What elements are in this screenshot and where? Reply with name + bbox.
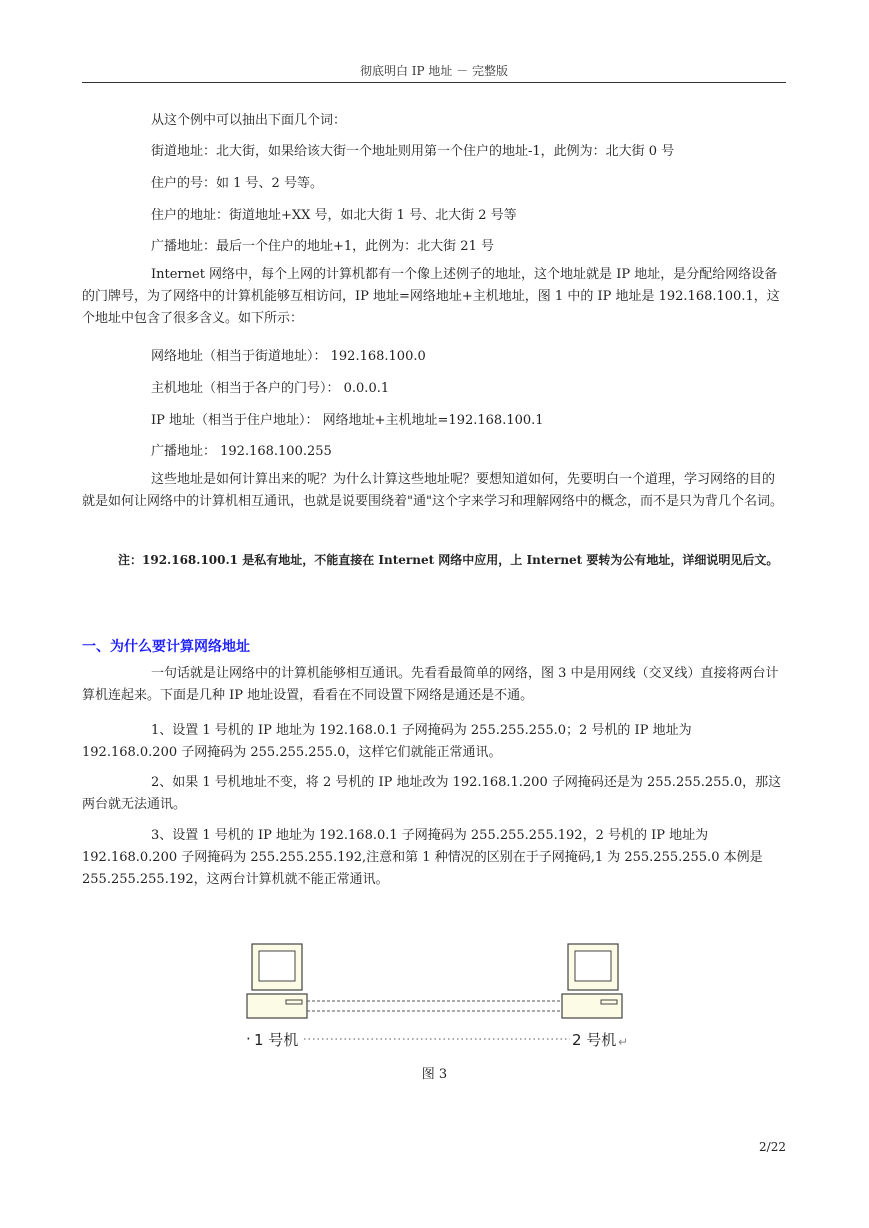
return-mark-icon: ↵ [618, 1035, 629, 1049]
network-diagram [246, 940, 636, 1060]
pc1-label: 1 号机 [254, 1031, 299, 1049]
text-line: 住户的地址：街道地址+XX 号，如北大街 1 号、北大街 2 号等 [151, 208, 517, 223]
computer-2-icon [562, 944, 622, 1018]
svg-text:·: · [246, 1030, 251, 1048]
pc2-label: 2 号机 [572, 1031, 617, 1049]
paragraph-2: 1、设置 1 号机的 IP 地址为 192.168.0.1 子网掩码为 255.255.255.0；2 号机的 IP 地址为 192.168.0.200 子网掩码为 255.255.255.0，这样它们就能正常通讯。 [82, 723, 692, 760]
text-line: 从这个例中可以抽出下面几个词： [151, 113, 347, 128]
paragraph-internet: Internet 网络中，每个上网的计算机都有一个像上述例子的地址，这个地址就是 IP 地址，是分配给网络设备的门牌号，为了网络中的计算机能够互相访问，IP 地址=网络地址+主机地址，图 1 中的 IP 地址是 192.168.100.1，这个地址中包含了很多含义。如下所示： [82, 267, 780, 326]
paragraph-calc: 这些地址是如何计算出来的呢？为什么计算这些地址呢？要想知道如何，先要明白一个道理，学习网络的目的就是如何让网络中的计算机相互通讯，也就是说要围绕着"通"这个字来学习和理解网络中的概念，而不是只为背几个名词。 [82, 472, 783, 509]
text-line: 广播地址： 192.168.100.255 [151, 444, 332, 459]
text-line: 广播地址：最后一个住户的地址+1，此例为：北大街 21 号 [151, 239, 494, 254]
text-line: 街道地址：北大街，如果给该大街一个地址则用第一个住户的地址-1，此例为：北大街 0 号 [151, 144, 675, 159]
paragraph-4: 3、设置 1 号机的 IP 地址为 192.168.0.1 子网掩码为 255.255.255.192，2 号机的 IP 地址为 192.168.0.200 子网掩码为 255.255.255.192,注意和第 1 种情况的区别在于子网掩码,1 为 255.255.255.0 本例是 255.255.255.192，这两台计算机就不能正常通讯。 [82, 828, 763, 887]
page-number: 2/22 [759, 1140, 786, 1154]
text-line: 网络地址（相当于街道地址）： 192.168.100.0 [151, 349, 426, 364]
header-rule [82, 82, 786, 83]
note: 注：192.168.100.1 是私有地址，不能直接在 Internet 网络中应用，上 Internet 要转为公有地址，详细说明见后文。 [118, 553, 779, 567]
text-line: 主机地址（相当于各户的门号）： 0.0.0.1 [151, 381, 390, 396]
diagram-svg [246, 940, 636, 1060]
header-title: 彻底明白 IP 地址 － 完整版 [359, 64, 509, 78]
paragraph-3: 2、如果 1 号机地址不变，将 2 号机的 IP 地址改为 192.168.1.200 子网掩码还是为 255.255.255.0，那这两台就无法通讯。 [82, 775, 782, 812]
text-line: 住户的号：如 1 号、2 号等。 [151, 176, 323, 191]
computer-1-icon [247, 944, 307, 1018]
figure-caption: 图 3 [421, 1067, 448, 1082]
paragraph-1: 一句话就是让网络中的计算机能够相互通讯。先看看最简单的网络，图 3 中是用网线（交叉线）直接将两台计算机连起来。下面是几种 IP 地址设置，看看在不同设置下网络是通还是不通。 [82, 666, 779, 703]
section-heading: 一、为什么要计算网络地址 [82, 639, 250, 655]
text-line: IP 地址（相当于住户地址）： 网络地址+主机地址=192.168.100.1 [151, 413, 544, 428]
